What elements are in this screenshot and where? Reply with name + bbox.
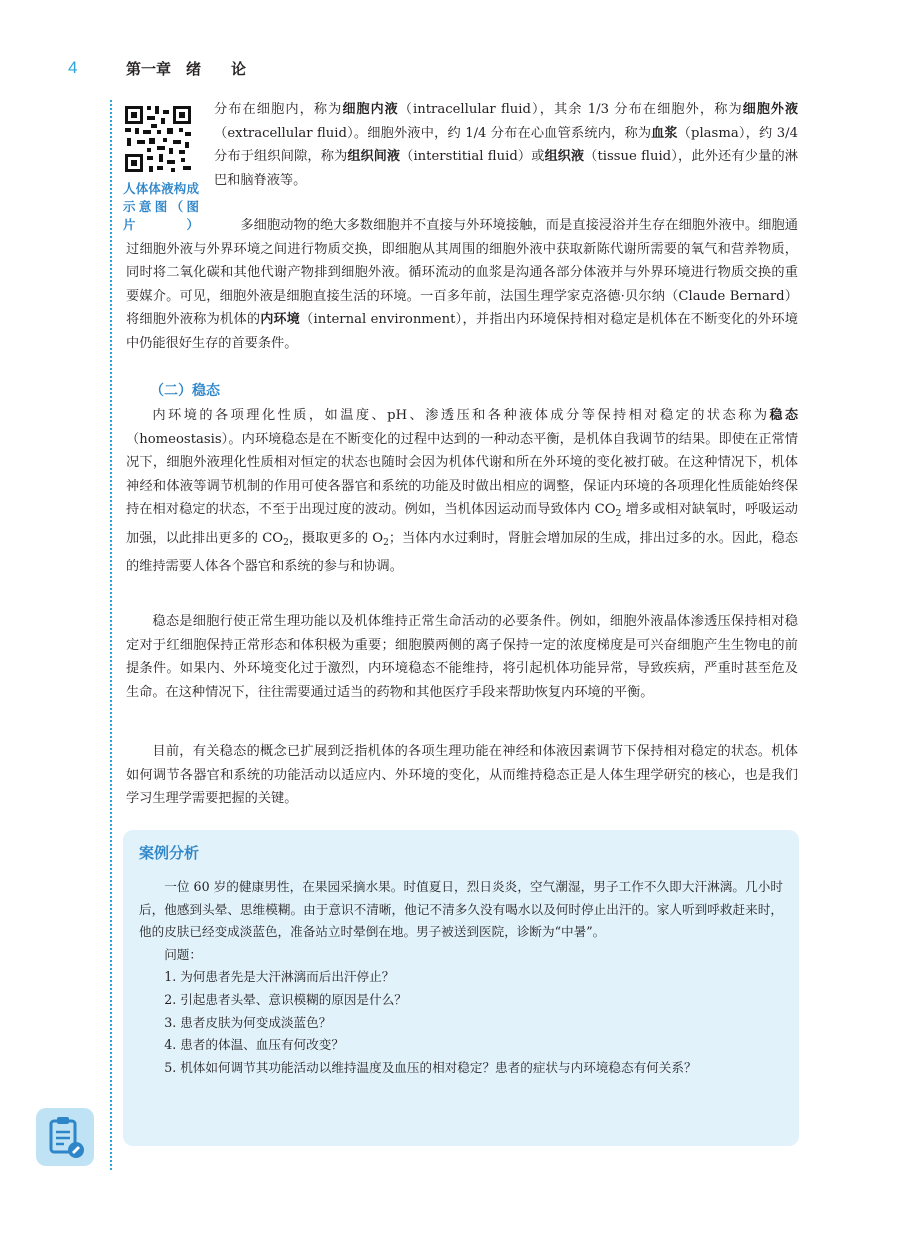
chapter-title: 第一章 绪 论 [126, 60, 247, 78]
qr-code-icon[interactable] [123, 104, 193, 174]
case-analysis-box [123, 830, 799, 1146]
question-item: 3. 患者皮肤为何变成淡蓝色？ [164, 1014, 332, 1030]
question-item: 5. 机体如何调节其功能活动以维持温度及血压的相对稳定？患者的症状与内环境稳态有何关系？ [164, 1059, 697, 1075]
case-title: 案例分析 [139, 844, 200, 862]
page-number: 4 [68, 58, 78, 77]
case-body [139, 876, 783, 1079]
paragraph-homeostasis-importance: 稳态是细胞行使正常生理功能以及机体维持正常生命活动的必要条件。例如，细胞外液晶体渗透压保持相对稳定对于红细胞保持正常形态和体积极为重要；细胞膜两侧的离子保持一定的浓度梯度是可兴奋细胞产生生物电的前提条件。如果内、外环境变化过于激烈，内环境稳态不能维持，将引起机体功能异常，导致疾病，严重时甚至危及生命。在这种情况下，往往需要通过适当的药物和其他医疗手段来帮助恢复内环境的平衡。 [126, 614, 798, 700]
paragraph-body-fluid: 分布在细胞内，称为细胞内液（intracellular fluid），其余 1/3 分布在细胞外，称为细胞外液（extracellular fluid）。细胞外液中，约 1/4 分布在心血管系统内，称为血浆（plasma），约 3/4 分布于组织间隙，称为组织间液（interstitial fluid）或组织液（tissue fluid），此外还有少量的淋巴和脑脊液等。 [214, 102, 798, 188]
qr-caption[interactable]: 人体体液构成示意图（图片） [123, 181, 199, 232]
question-item: 4. 患者的体温、血压有何改变？ [164, 1037, 344, 1053]
paragraph-internal-environment: 多细胞动物的绝大多数细胞并不直接与外环境接触，而是直接浸浴并生存在细胞外液中。细胞通过细胞外液与外界环境之间进行物质交换，即细胞从其周围的细胞外液中获取新陈代谢所需要的氧气和营养物质，同时将二氧化碳和其他代谢产物排到细胞外液。循环流动的血浆是沟通各部分体液并与外界环境进行物质交换的重要媒介。可见，细胞外液是细胞直接生活的环境。一百多年前，法国生理学家克洛德·贝尔纳（Claude Bernard）将细胞外液称为机体的内环境（internal environment），并指出内环境保持相对稳定是机体在不断变化的外环境中仍能很好生存的首要条件。 [126, 218, 798, 351]
paragraph-homeostasis-definition: 内环境的各项理化性质，如温度、pH、渗透压和各种液体成分等保持相对稳定的状态称为稳态（homeostasis）。内环境稳态是在不断变化的过程中达到的一种动态平衡，是机体自我调节的结果。即使在正常情况下，细胞外液理化性质相对恒定的状态也随时会因为机体代谢和所在外环境的变化被打破。在这种情况下，机体神经和体液等调节机制的作用可使各器官和系统的功能及时做出相应的调整，保证内环境的各项理化性质能始终保持在相对稳定的状态，不至于出现过度的波动。例如，当机体因运动而导致体内 $CO_2$ 增多或相对缺氧时，呼吸运动加强，以此排出更多的 $CO_2$，摄取更多的 $O_2$；当体内水过剩时，肾脏会增加尿的生成，排出过多的水。因此，稳态的维持需要人体各个器官和系统的参与和协调。 [126, 408, 798, 574]
question-item: 1. 为何患者先是大汗淋漓而后出汗停止？ [164, 969, 395, 985]
clipboard-note-icon [36, 1108, 94, 1166]
questions-label: 问题： [164, 946, 202, 962]
paragraph-homeostasis-concept: 目前，有关稳态的概念已扩展到泛指机体的各项生理功能在神经和体液因素调节下保持相对稳定的状态。机体如何调节各器官和系统的功能活动以适应内、外环境的变化，从而维持稳态正是人体生理学研究的核心，也是我们学习生理学需要把握的关键。 [126, 744, 798, 806]
question-item: 2. 引起患者头晕、意识模糊的原因是什么？ [164, 991, 407, 1007]
case-story: 一位 60 岁的健康男性，在果园采摘水果。时值夏日，烈日炎炎，空气潮湿，男子工作不久即大汗淋漓。几小时后，他感到头晕、思维模糊。由于意识不清晰，他记不清多久没有喝水以及何时停止出汗的。家人听到呼救赶来时，他的皮肤已经变成淡蓝色，准备站立时晕倒在地。男子被送到医院，诊断为“中暑”。 [139, 879, 783, 940]
margin-dotted-line [110, 100, 112, 1170]
section-heading-homeostasis: （二）稳态 [150, 383, 220, 399]
